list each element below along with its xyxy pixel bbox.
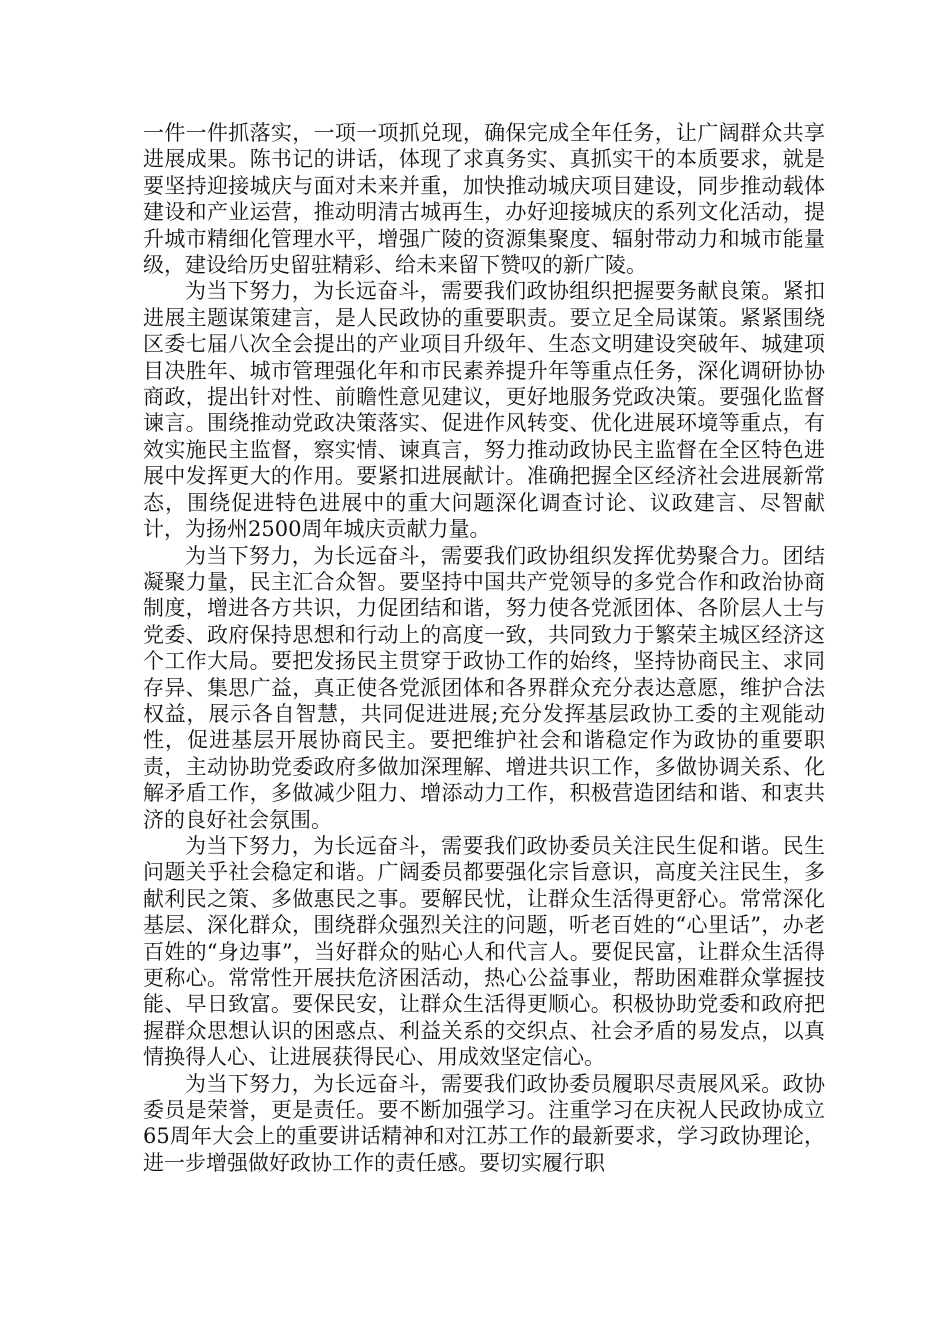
paragraph: 为当下努力，为长远奋斗，需要我们政协委员关注民生促和谐。民生问题关乎社会稳定和谐。广阔委员都要强化宗旨意识，高度关注民生，多献利民之策、多做惠民之事。要解民忧，让群众生活得更舒心。常常深化基层、深化群众，围绕群众强烈关注的问题，听老百姓的“心里话”，办老百姓的“身边事”，当好群众的贴心人和代言人。要促民富，让群众生活得更称心。常常性开展扶危济困活动，热心公益事业，帮助困难群众掌握技能、早日致富。要保民安，让群众生活得更顺心。积极协助党委和政府把握群众思想认识的困惑点、利益关系的交织点、社会矛盾的易发点，以真情换得人心、让进展获得民心、用成效坚定信心。 [143, 833, 825, 1070]
document-body [143, 120, 825, 1176]
paragraph: 为当下努力，为长远奋斗，需要我们政协组织发挥优势聚合力。团结凝聚力量，民主汇合众智。要坚持中国共产党领导的多党合作和政治协商制度，增进各方共识，力促团结和谐，努力使各党派团体、各阶层人士与党委、政府保持思想和行动上的高度一致，共同致力于繁荣主城区经济这个工作大局。要把发扬民主贯穿于政协工作的始终，坚持协商民主、求同存异、集思广益，真正使各党派团体和各界群众充分表达意愿，维护合法权益，展示各自智慧，共同促进进展;充分发挥基层政协工委的主观能动性，促进基层开展协商民主。要把维护社会和谐稳定作为政协的重要职责，主动协助党委政府多做加深理解、增进共识工作，多做协调关系、化解矛盾工作，多做减少阻力、增添动力工作，积极营造团结和谐、和衷共济的良好社会氛围。 [143, 543, 825, 832]
paragraph: 为当下努力，为长远奋斗，需要我们政协组织把握要务献良策。紧扣进展主题谋策建言，是人民政协的重要职责。要立足全局谋策。紧紧围绕区委七届八次全会提出的产业项目升级年、生态文明建设突破年、城建项目决胜年、城市管理强化年和市民素养提升年等重点任务，深化调研协协商政，提出针对性、前瞻性意见建议，更好地服务党政决策。要强化监督谏言。围绕推动党政决策落实、促进作风转变、优化进展环境等重点，有效实施民主监督，察实情、谏真言，努力推动政协民主监督在全区特色进展中发挥更大的作用。要紧扣进展献计。准确把握全区经济社会进展新常态，围绕促进特色进展中的重大问题深化调查讨论、议政建言、尽智献计，为扬州2500周年城庆贡献力量。 [143, 279, 825, 542]
paragraph: 一件一件抓落实，一项一项抓兑现，确保完成全年任务，让广阔群众共享进展成果。陈书记的讲话，体现了求真务实、真抓实干的本质要求，就是要坚持迎接城庆与面对未来并重，加快推动城庆项目建设，同步推动载体建设和产业运营，推动明清古城再生，办好迎接城庆的系列文化活动，提升城市精细化管理水平，增强广陵的资源集聚度、辐射带动力和城市能量级，建设给历史留驻精彩、给未来留下赞叹的新广陵。 [143, 121, 825, 278]
paragraph: 为当下努力，为长远奋斗，需要我们政协委员履职尽责展风采。政协委员是荣誉，更是责任。要不断加强学习。注重学习在庆祝人民政协成立65周年大会上的重要讲话精神和对江苏工作的最新要求，学习政协理论，进一步增强做好政协工作的责任感。要切实履行职 [143, 1071, 825, 1175]
